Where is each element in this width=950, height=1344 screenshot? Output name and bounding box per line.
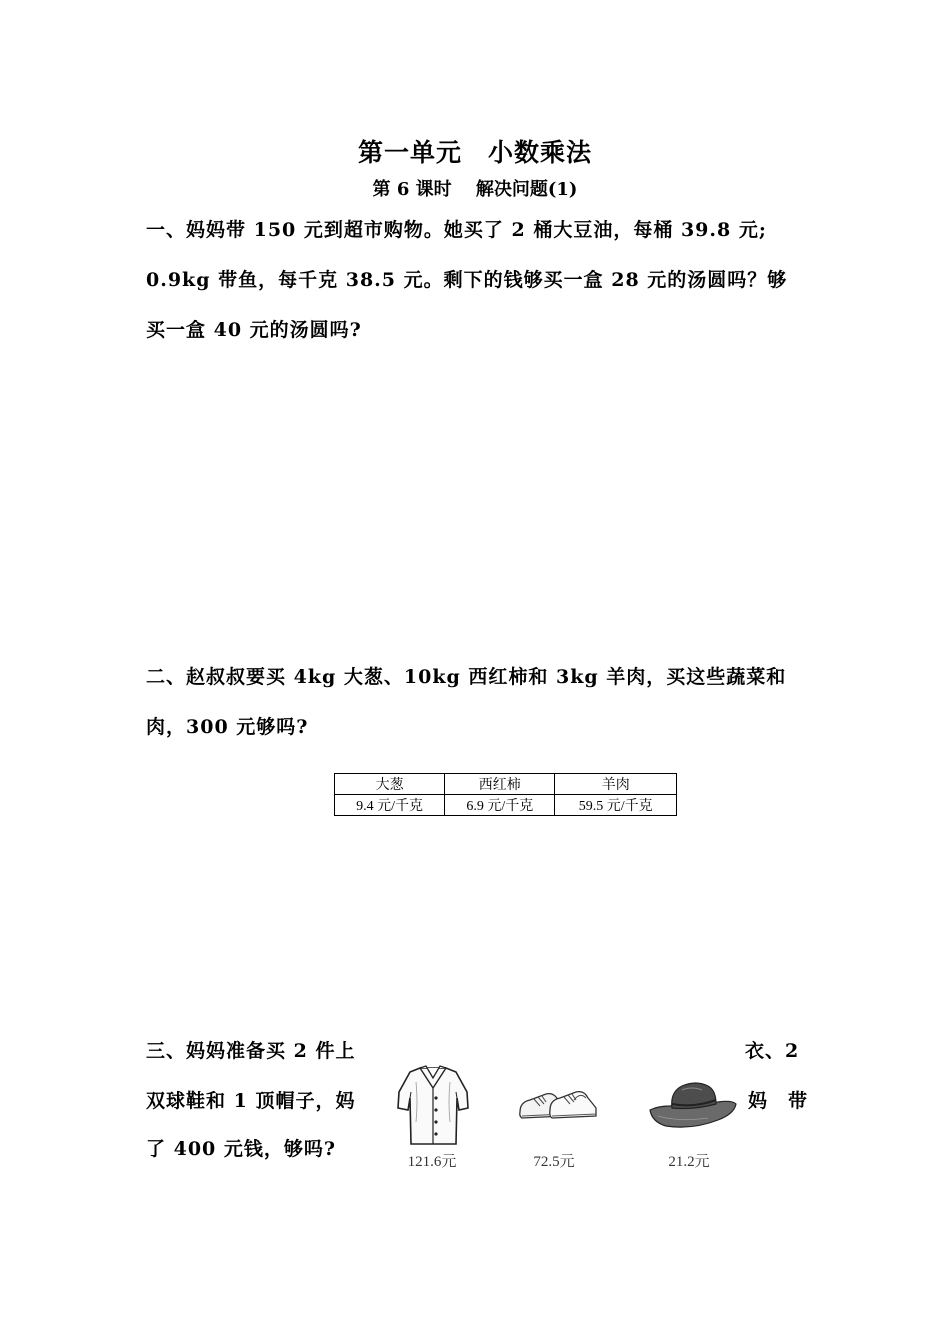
sneakers-icon xyxy=(516,1086,602,1126)
table-header-cell: 羊肉 xyxy=(555,774,677,795)
q1-line-3: 买一盒 40 元的汤圆吗? xyxy=(146,319,362,341)
q3-line-1-right: 衣、2 xyxy=(745,1040,800,1062)
table-price-cell: 6.9 元/千克 xyxy=(445,795,555,816)
table-price-cell: 59.5 元/千克 xyxy=(555,795,677,816)
hat-icon xyxy=(648,1080,738,1130)
shirt-price: 121.6元 xyxy=(407,1154,457,1170)
q3-line-2-right: 妈 带 xyxy=(748,1090,809,1112)
q2-line-1: 二、赵叔叔要买 4kg 大葱、10kg 西红柿和 3kg 羊肉，买这些蔬菜和 xyxy=(146,666,787,688)
lesson-subtitle: 第 6 课时 解决问题(1) xyxy=(372,179,578,200)
sneakers-price: 72.5元 xyxy=(533,1154,575,1170)
hat-price: 21.2元 xyxy=(668,1154,710,1170)
table-header-cell: 西红柿 xyxy=(445,774,555,795)
q2-line-2: 肉，300 元够吗? xyxy=(146,716,309,738)
shirt-icon xyxy=(396,1062,470,1148)
price-table-header-row xyxy=(335,774,677,795)
q1-line-2: 0.9kg 带鱼，每千克 38.5 元。剩下的钱够买一盒 28 元的汤圆吗？够 xyxy=(146,269,788,291)
price-table xyxy=(334,773,677,816)
page-title: 第一单元 小数乘法 xyxy=(357,138,592,167)
q3-line-1-left: 三、妈妈准备买 2 件上 xyxy=(146,1040,356,1062)
q1-line-1: 一、妈妈带 150 元到超市购物。她买了 2 桶大豆油，每桶 39.8 元; xyxy=(146,219,767,241)
q3-line-2-left: 双球鞋和 1 顶帽子，妈 xyxy=(146,1090,356,1112)
price-table-value-row xyxy=(335,795,677,816)
table-price-cell: 9.4 元/千克 xyxy=(335,795,445,816)
table-header-cell: 大葱 xyxy=(335,774,445,795)
q3-line-3-left: 了 400 元钱，够吗? xyxy=(146,1138,337,1160)
